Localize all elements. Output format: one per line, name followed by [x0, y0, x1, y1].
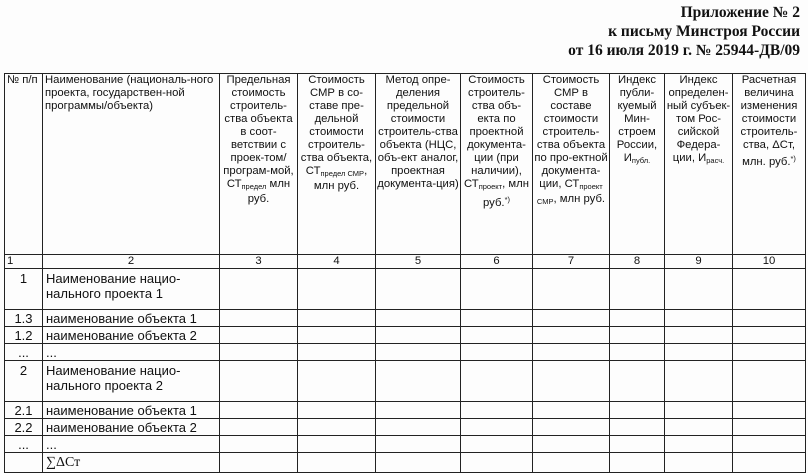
document-heading — [568, 3, 800, 60]
total-label: ∑ΔСт — [43, 453, 220, 473]
column-number: 8 — [610, 255, 665, 269]
cost-table — [4, 73, 806, 473]
col-header-number: № п/п — [5, 74, 43, 255]
row-name: наименование объекта 2 — [43, 327, 220, 344]
col-header-limit-cost: Предельная стоимость строитель-ства объекта в соот-ветствии с проек-том/програм-мой, $СТ_{предел}$ млн руб. — [220, 74, 298, 255]
letter-date-number: от 16 июля 2019 г. № 25944-ДВ/09 — [568, 42, 800, 59]
row-name: Наименование нацио-нального проекта 2 — [43, 361, 220, 402]
row-number: 1.2 — [5, 327, 43, 344]
row-number: 2.2 — [5, 419, 43, 436]
row-name: наименование объекта 1 — [43, 310, 220, 327]
table-row — [5, 361, 806, 402]
header-row — [5, 74, 806, 255]
row-number: 1.3 — [5, 310, 43, 327]
column-number: 1 — [5, 255, 43, 269]
column-number: 7 — [533, 255, 610, 269]
total-row — [5, 453, 806, 473]
col-header-regional-index: Индекс определен-ный субъек-том Рос-сийской Федера-ции, $И_{расч.}$ — [665, 74, 733, 255]
column-number: 4 — [298, 255, 376, 269]
table-row — [5, 419, 806, 436]
row-name: ... — [43, 436, 220, 453]
row-number: 2 — [5, 361, 43, 402]
column-number: 9 — [665, 255, 733, 269]
column-number: 2 — [43, 255, 220, 269]
table-row — [5, 436, 806, 453]
table-row — [5, 344, 806, 361]
row-name: ... — [43, 344, 220, 361]
column-number: 3 — [220, 255, 298, 269]
column-number: 6 — [461, 255, 533, 269]
table-row — [5, 310, 806, 327]
col-header-name: Наименование (националь-ного проекта, государствен-ной программы/объекта) — [43, 74, 220, 255]
row-name: наименование объекта 1 — [43, 402, 220, 419]
column-number: 10 — [733, 255, 806, 269]
row-number: 1 — [5, 269, 43, 310]
column-number-row — [5, 255, 806, 269]
row-number: ... — [5, 436, 43, 453]
column-number: 5 — [376, 255, 461, 269]
table-row — [5, 402, 806, 419]
col-header-project-cost: Стоимость строитель-ства объ-екта по проектной документа-ции (при наличии), $СТ_{проект}$, млн руб.*) — [461, 74, 533, 255]
row-name: Наименование нацио-нального проекта 1 — [43, 269, 220, 310]
col-header-cost-change: Расчетная величина изменения стоимости строитель-ства, ΔСт, млн. руб.*) — [733, 74, 806, 255]
row-number: ... — [5, 344, 43, 361]
row-number: 2.1 — [5, 402, 43, 419]
letter-reference: к письму Минстроя России — [608, 23, 800, 40]
row-name: наименование объекта 2 — [43, 419, 220, 436]
table-row — [5, 269, 806, 310]
col-header-project-smr: Стоимость СМР в составе стоимости строитель-ства объекта по про-ектной документа-ции, $СТ_{проект СМР}$, млн руб. — [533, 74, 610, 255]
table-row — [5, 327, 806, 344]
col-header-limit-smr: Стоимость СМР в со-ставе пре-дельной стоимости строитель-ства объекта, $СТ_{предел СМР}$, млн руб. — [298, 74, 376, 255]
col-header-published-index: Индекс публи-куемый Мин-строем России, $И_{публ.}$ — [610, 74, 665, 255]
col-header-method: Метод опре-деления предельной стоимости строитель-ства объекта (НЦС, объ-ект аналог, проектная документа-ция) — [376, 74, 461, 255]
appendix-title: Приложение № 2 — [680, 4, 800, 21]
